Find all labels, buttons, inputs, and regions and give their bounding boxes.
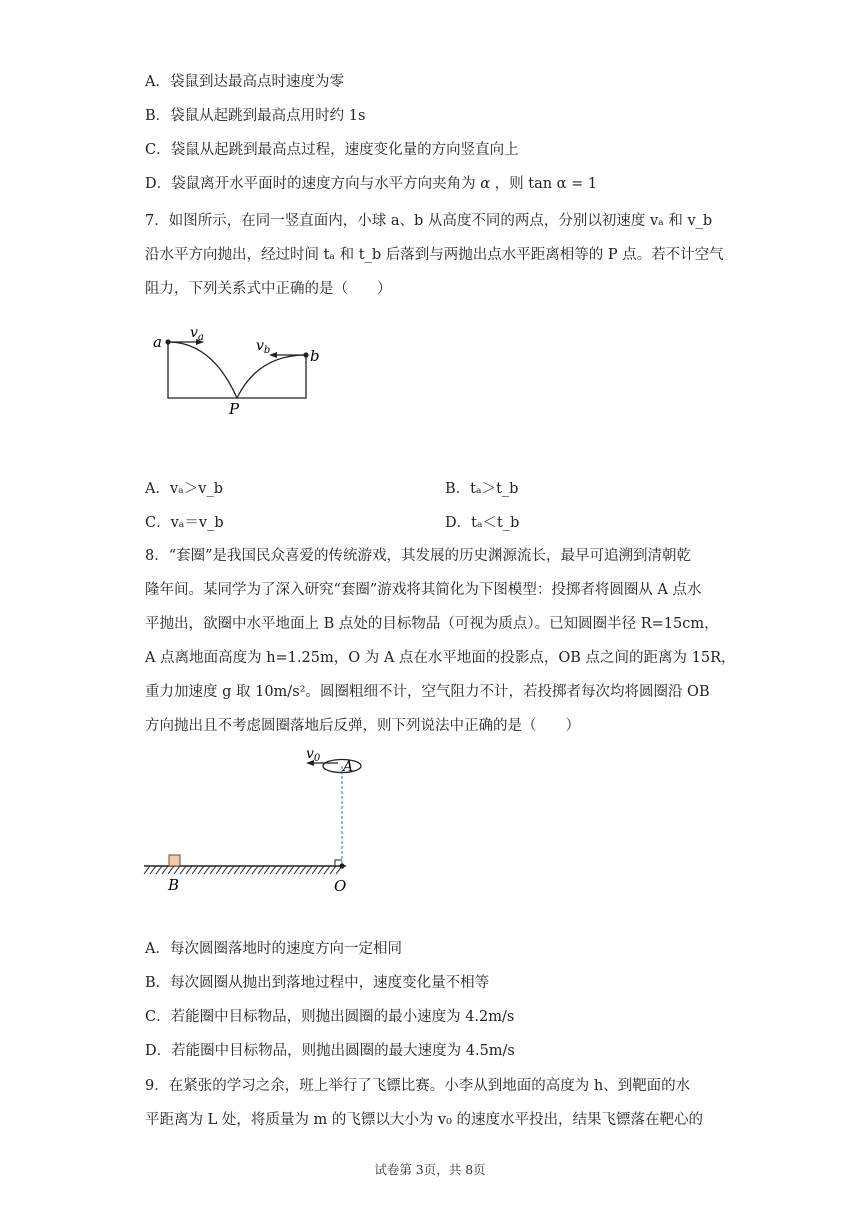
q6-option-b: B．袋鼠从起跳到最高点用时约 1s (145, 108, 366, 124)
q7-figure-frame (168, 342, 306, 398)
q8-point-O (339, 863, 344, 868)
q8-line-4: A 点离地面高度为 h=1.25m，O 为 A 点在水平地面的投影点，OB 点之间的距离为 15R， (145, 650, 736, 666)
q8-option-c: C．若能圈中目标物品，则抛出圆圈的最小速度为 4.2m/s (145, 1009, 515, 1025)
q8-option-d: D．若能圈中目标物品，则抛出圆圈的最大速度为 4.5m/s (145, 1043, 515, 1059)
q6-option-c: C．袋鼠从起跳到最高点过程，速度变化量的方向竖直向上 (145, 142, 519, 158)
q6-option-a: A．袋鼠到达最高点时速度为零 (145, 74, 344, 90)
q7-label-va (190, 325, 204, 343)
q7-line-2: 沿水平方向抛出，经过时间 tₐ 和 t_b 后落到与两抛出点水平距离相等的 P 点。若不计空气 (145, 247, 724, 263)
q8-label-O: O (334, 877, 347, 895)
q7-label-vb-v: v (256, 338, 264, 354)
q7-label-a: a (153, 333, 162, 351)
q8-label-v0-v: v (306, 746, 314, 762)
q8-line-1: 8．“套圈”是我国民众喜爱的传统游戏，其发展的历史渊源流长，最早可追溯到清朝乾 (145, 548, 692, 564)
q7-line-3: 阻力，下列关系式中正确的是（ ） (145, 281, 392, 297)
q7-ball-a (165, 339, 170, 344)
q6-option-d-alpha: α (480, 176, 491, 192)
q9-line-2: 平距离为 L 处，将质量为 m 的飞镖以大小为 v₀ 的速度水平投出，结果飞镖落在靶心的 (145, 1112, 704, 1128)
q7-trajectory-a (168, 342, 237, 398)
q7-label-vb-sub: b (263, 345, 271, 356)
q8-label-A: A (343, 759, 354, 775)
q8-line-3: 平抛出，欲圈中水平地面上 B 点处的目标物品（可视为质点）。已知圆圈半径 R=15cm， (145, 616, 719, 632)
q7-option-c: C．vₐ＝v_b (145, 515, 224, 531)
q8-target-object (169, 855, 180, 866)
q7-label-vb (256, 338, 270, 356)
q8-label-v0-sub: 0 (313, 753, 321, 764)
q9-line-1: 9．在紧张的学习之余，班上举行了飞镖比赛。小李从到地面的高度为 h、到靶面的水 (145, 1078, 691, 1094)
q8-figure (140, 740, 380, 900)
q6-option-d (145, 174, 597, 194)
q7-option-d: D．tₐ＜t_b (445, 515, 520, 531)
page-footer: 试卷第 3页，共 8页 (374, 1162, 486, 1177)
q6-option-d-text: D．袋鼠离开水平面时的速度方向与水平方向夹角为 (145, 176, 476, 192)
q8-label-v0 (306, 746, 321, 764)
q8-line-2: 隆年间。某同学为了深入研究“套圈”游戏将其简化为下图模型：投掷者将圆圈从 A 点水 (145, 582, 702, 598)
q7-label-b: b (310, 347, 320, 365)
q7-label-va-v: v (190, 325, 198, 341)
q7-figure (140, 310, 340, 430)
q8-line-5: 重力加速度 g 取 10m/s²。圆圈粗细不计，空气阻力不计，若投掷者每次均将圆圈沿 OB (145, 684, 710, 700)
q7-trajectory-b (237, 355, 306, 398)
q6-option-d-mid: ，则 (494, 176, 524, 192)
q6-option-d-formula: tan α = 1 (528, 176, 598, 192)
q8-option-a: A．每次圆圈落地时的速度方向一定相同 (145, 941, 402, 957)
q7-label-va-sub: a (197, 332, 204, 343)
q8-option-b: B．每次圆圈从抛出到落地过程中，速度变化量不相等 (145, 975, 490, 991)
q7-label-P: P (229, 400, 240, 418)
q8-ground-hatch (144, 866, 342, 874)
q7-ball-b (303, 352, 308, 357)
q7-option-b: B．tₐ＞t_b (445, 481, 519, 497)
q8-label-B: B (168, 876, 180, 894)
q7-option-a: A．vₐ＞v_b (145, 481, 223, 497)
q7-line-1: 7．如图所示，在同一竖直面内，小球 a、b 从高度不同的两点，分别以初速度 vₐ 和 v_b (145, 213, 713, 229)
q8-line-6: 方向抛出且不考虑圆圈落地后反弹，则下列说法中正确的是（ ） (145, 718, 580, 734)
